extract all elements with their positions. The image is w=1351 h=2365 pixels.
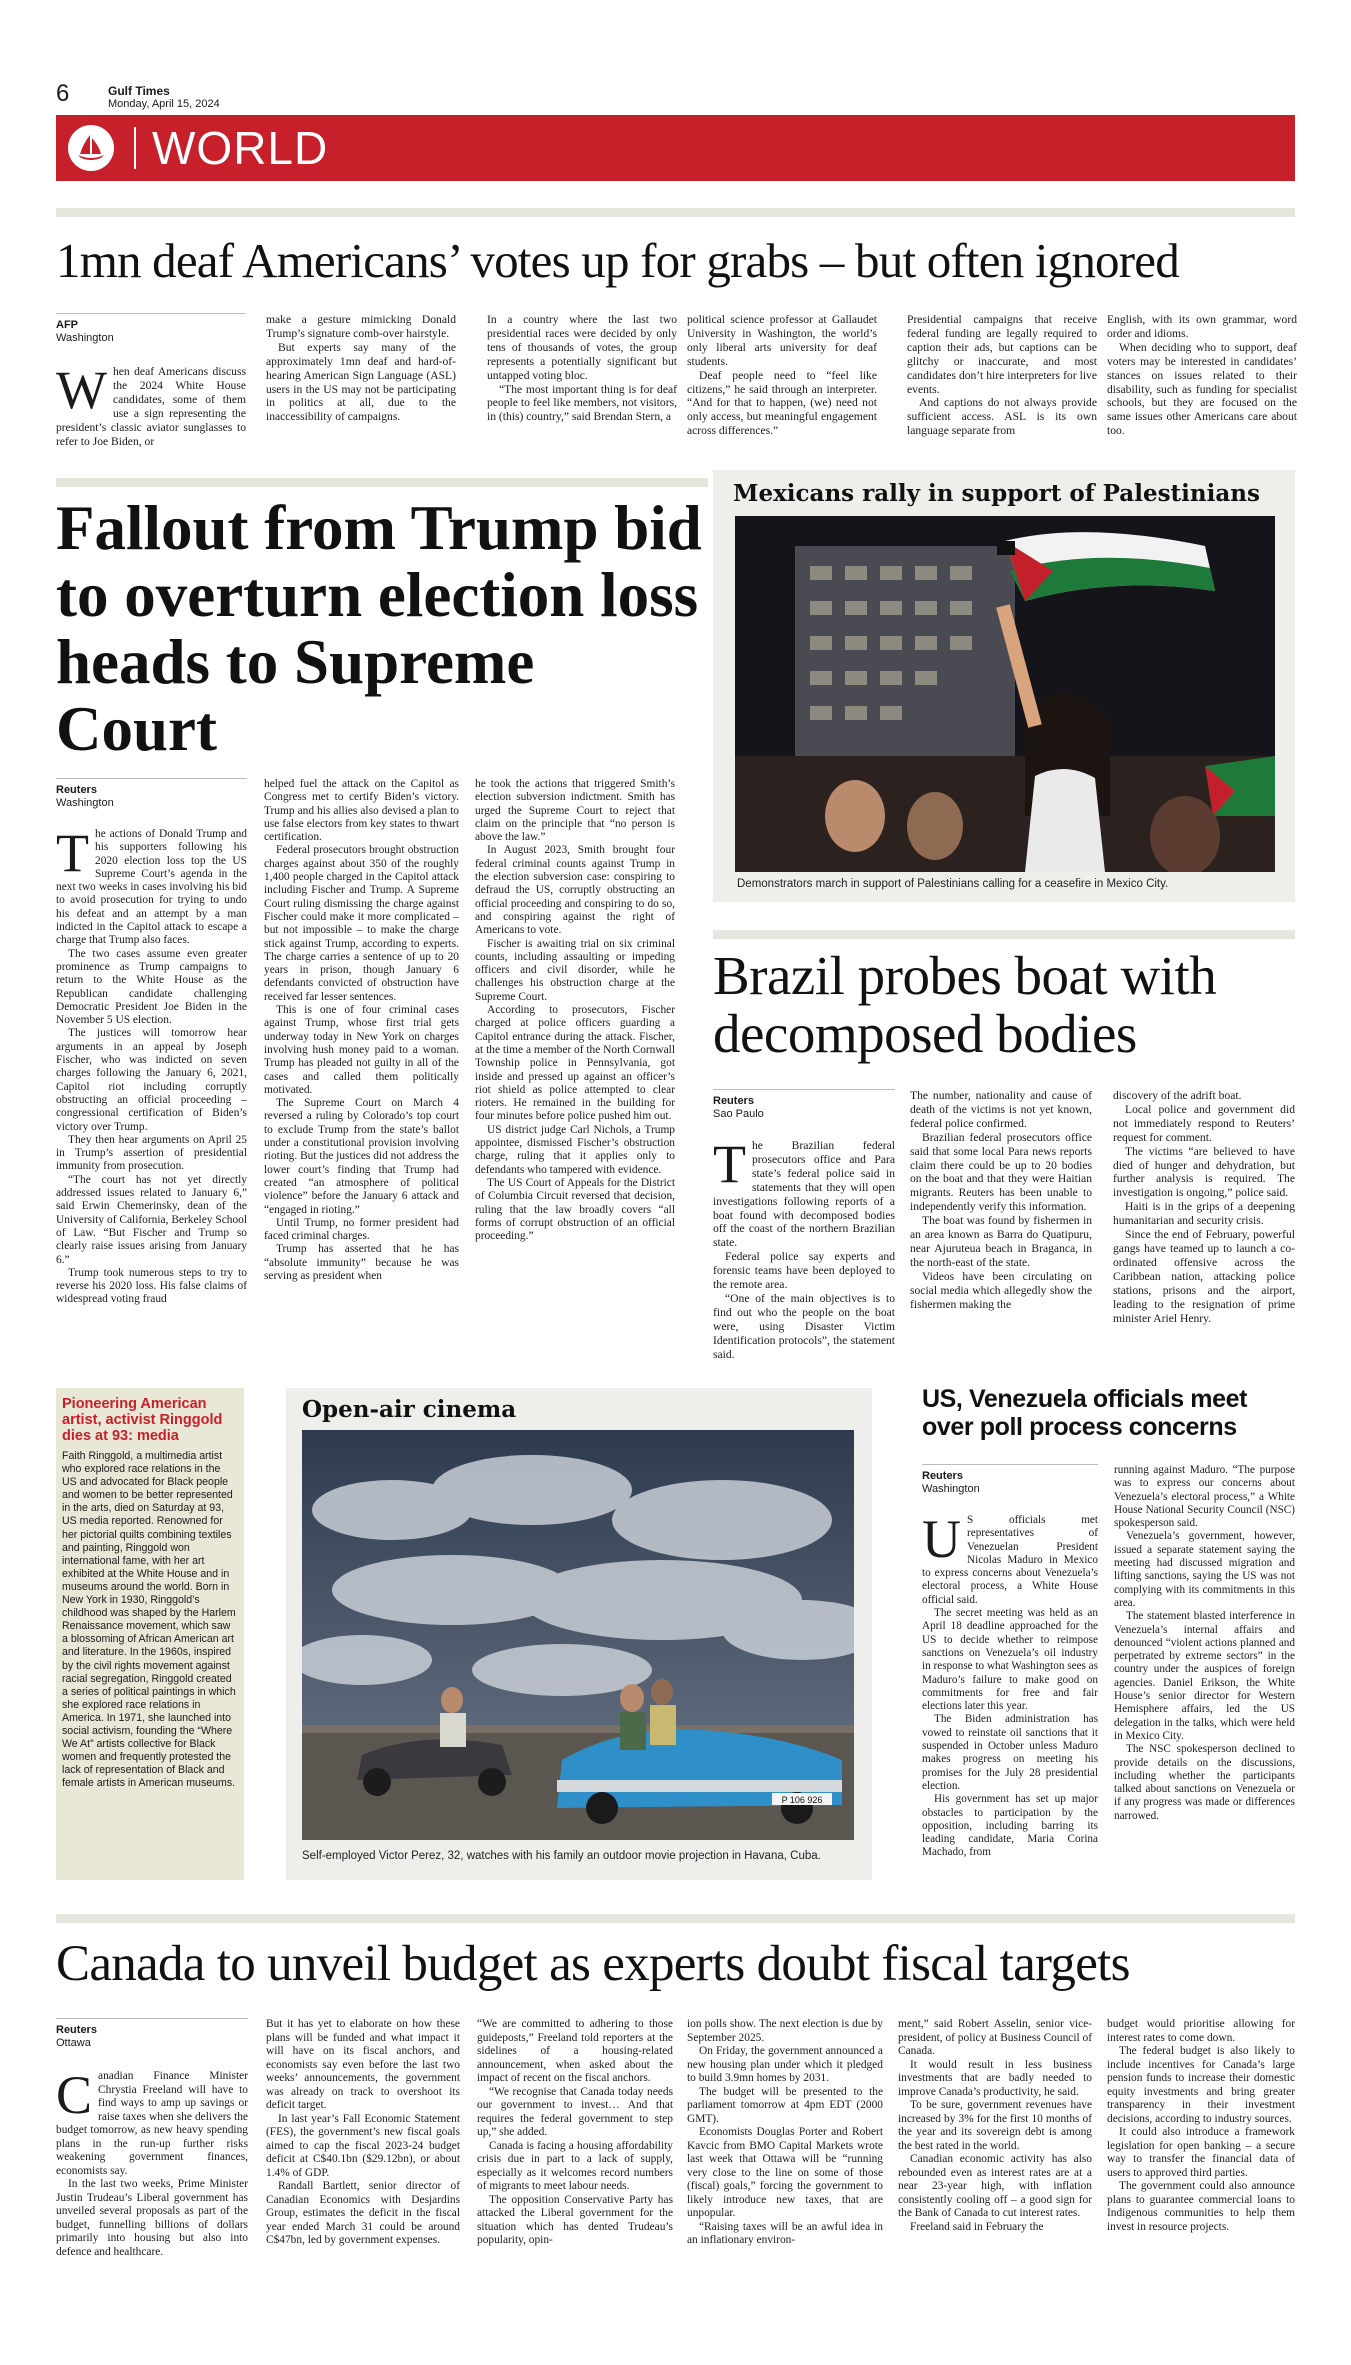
trump-story-agency: Reuters bbox=[56, 784, 97, 796]
deaf-story-col3-text bbox=[487, 313, 677, 424]
paragraph: The budget will be presented to the parliament tomorrow at 4pm EDT (2000 GMT). bbox=[687, 2085, 883, 2125]
venezuela-story-byline bbox=[922, 1464, 1098, 1496]
paragraph: The victims “are believed to have died of hunger and dehydration, but further analysis is required. The investigation is ongoing,” police said. bbox=[1113, 1144, 1295, 1200]
car-license-plate: P 106 926 bbox=[781, 1795, 823, 1805]
paragraph: It would result in less business investments that are badly needed to improve Canada’s productivity, he said. bbox=[898, 2058, 1092, 2098]
brazil-story-col3-text bbox=[1113, 1089, 1295, 1325]
brazil-story-column-3 bbox=[1113, 1089, 1295, 1325]
canada-story-column-4 bbox=[687, 2018, 883, 2248]
venezuela-story-lead bbox=[922, 1509, 1098, 1860]
canada-story-col5-text bbox=[898, 2018, 1092, 2234]
paragraph: ment,” said Robert Asselin, senior vice-president, of policy at Business Council of Canada. bbox=[898, 2018, 1092, 2057]
paragraph: Canadian economic activity has also rebounded even as interest rates are at a near 23-year high, with inflation consistently cooling off – a good sign for the Bank of Canada to cut interest rates. bbox=[898, 2153, 1092, 2219]
paragraph: The justices will tomorrow hear arguments in an appeal by Joseph Fischer, who was indicted on seven charges following the January 6, 2021, Capitol riot including corruptly obstructing an official proceeding – congressional certification of Biden’s victory over Trump. bbox=[56, 1027, 247, 1133]
paragraph: Presidential campaigns that receive federal funding are legally required to caption their ads, but captions can be glitchy or inaccurate, and most candidates don’t hire interpreters for live events. bbox=[907, 313, 1097, 396]
mexico-protest-photo bbox=[735, 516, 1275, 872]
canada-story-lead bbox=[56, 2065, 248, 2259]
paragraph: This is one of four criminal cases against Trump, whose first trial gets underway today in New York on charges involving hush money paid to a woman. Trump has pleaded not guilty in all of the cases and called them politically motivated. bbox=[264, 1004, 459, 1096]
trump-story-column-2 bbox=[264, 778, 459, 1283]
paragraph: political science professor at Gallaudet University in Washington, the world’s only liberal arts university for deaf students. bbox=[687, 313, 877, 368]
brazil-story-agency: Reuters bbox=[713, 1095, 754, 1107]
paragraph: Deaf people need to “feel like citizens,” he said through an interpreter. “And for that to happen, (we) need not only access, but meaningful engagement across differences.” bbox=[687, 368, 877, 438]
trump-story-dropcap: T bbox=[56, 823, 89, 883]
paragraph: Haiti is in the grips of a deepening humanitarian and security crisis. bbox=[1113, 1200, 1295, 1228]
canada-story-column-3 bbox=[477, 2018, 673, 2248]
deaf-story-column-3 bbox=[487, 313, 677, 424]
rule-bar bbox=[56, 208, 1295, 217]
brazil-story-headline: Brazil probes boat with decomposed bodies bbox=[713, 945, 1217, 1064]
trump-story-column-3 bbox=[475, 778, 675, 1243]
paragraph: Until Trump, no former president had faced criminal charges. bbox=[264, 1216, 459, 1243]
paragraph: “We recognise that Canada today needs our government to invest… And that requires the federal government to step up,” she added. bbox=[477, 2085, 673, 2138]
ringgold-headline: Pioneering American artist, activist Ringgold dies at 93: media bbox=[62, 1396, 223, 1444]
paragraph: make a gesture mimicking Donald Trump’s signature comb-over hairstyle. bbox=[266, 313, 456, 340]
paper-name: Gulf Times bbox=[108, 84, 170, 98]
paragraph: Canada is facing a housing affordability crisis due in part to a lack of supply, especially as it welcomes record numbers of migrants to meet labour needs. bbox=[477, 2139, 673, 2192]
brazil-story-column-2 bbox=[910, 1089, 1092, 1312]
canada-story-column-1 bbox=[56, 2018, 248, 2259]
paragraph: Federal police say experts and forensic teams have been deployed to the remote area. bbox=[713, 1250, 895, 1292]
deaf-story-dropcap: W bbox=[56, 360, 107, 420]
paragraph: The US Court of Appeals for the District of Columbia Circuit reversed that decision, ruling that the law broadly covers “all forms of corrupt obstruction of an official proceeding.” bbox=[475, 1176, 675, 1243]
paragraph: Brazilian federal prosecutors office said that some local Para news reports claim there could be up to 20 bodies on the boat and that they were Haitian migrants. Reuters has been unable to independently verify this information. bbox=[910, 1130, 1092, 1214]
paragraph: On Friday, the government announced a new housing plan under which it pledged to build 3.9mn homes by 2031. bbox=[687, 2045, 883, 2084]
paragraph: The federal budget is also likely to include incentives for Canada’s large pension funds to increase their domestic equity investments and bring greater transparency in their investment decisions, according to industry sources. bbox=[1107, 2045, 1295, 2125]
deaf-story-lead-text: hen deaf Americans discuss the 2024 White House candidates, some of them use a sign representing the president’s classic aviator sunglasses to refer to Joe Biden, or bbox=[56, 365, 246, 448]
paragraph: “The most important thing is for deaf people to feel like members, not visitors, in (this) country,” said Brendan Stern, a bbox=[487, 382, 677, 424]
mexico-photo-caption: Demonstrators march in support of Palestinians calling for a ceasefire in Mexico City. bbox=[737, 878, 1169, 890]
paragraph: And captions do not always provide sufficient access. ASL is its own language separate from bbox=[907, 396, 1097, 438]
mexico-photo-headline: Mexicans rally in support of Palestinians bbox=[733, 480, 1260, 507]
deaf-story-col2-text bbox=[266, 313, 456, 424]
paragraph: Fischer is awaiting trial on six criminal counts, including assaulting or impeding officers and civil disorder, while he challenges his obstruction charge at the Supreme Court. bbox=[475, 937, 675, 1003]
paragraph: But experts say many of the approximately 1mn deaf and hard-of-hearing American Sign Language (ASL) users in the US may not be participating in politics at all, due to the inaccessibility of campaigns. bbox=[266, 340, 456, 424]
venezuela-story-col1-text: S officials met representatives of Venezuelan President Nicolas Maduro in Mexico to express concerns about Venezuela’s electoral process, a White House official said. bbox=[922, 1514, 1098, 1606]
paragraph: The boat was found by fishermen in an area known as Barra do Quatipuru, near Ajuruteua beach in Braganca, in the north-east of the state. bbox=[910, 1214, 1092, 1269]
venezuela-story-col2-text bbox=[1114, 1464, 1295, 1823]
trump-story-lead bbox=[56, 823, 247, 1307]
trump-story-col3-text bbox=[475, 778, 675, 1243]
ringgold-body: Faith Ringgold, a multimedia artist who explored race relations in the US and advocated for Black people and women to be better represented in the arts, died on Saturday at 93, US media reported. Renowned for her pictorial quilts combining textiles and painting, Ringgold won international fame, with her art exhibited at the White House and in museums around the world. Born in New York in 1930, Ringgold’s childhood was shaped by the Harlem Renaissance movement, which saw a blossoming of African American art and literature. In the 1960s, inspired by the civil rights movement against racial segregation, Ringgold created a series of political paintings in which she explored race relations in America. In 1971, she launched into social activism, founding the “Where We At” artists collective for Black women and frequently protested the lack of representation of Black and female artists in American museums. bbox=[62, 1450, 236, 1790]
issue-date: Monday, April 15, 2024 bbox=[108, 98, 220, 110]
paragraph: It could also introduce a framework legislation for open banking – a secure way to transfer the financial data of users to approved third parties. bbox=[1107, 2126, 1295, 2179]
cinema-photo-box bbox=[286, 1388, 872, 1880]
venezuela-story-agency: Reuters bbox=[922, 1470, 963, 1482]
page-number: 6 bbox=[56, 80, 70, 107]
paragraph: The Supreme Court on March 4 reversed a ruling by Colorado’s top court to exclude Trump from the state’s ballot under a constitutional provision involving rioting. But the justices did not address the lower court’s finding that Trump had created “an atmosphere of political violence” before the January 6 attack and “engaged in rioting.” bbox=[264, 1097, 459, 1216]
canada-story-col4-text bbox=[687, 2018, 883, 2248]
trump-story-column-1 bbox=[56, 778, 247, 1307]
paragraph: The Biden administration has vowed to reinstate oil sanctions that it suspended in October unless Maduro makes progress on meeting his promises for the July 28 presidential election. bbox=[922, 1713, 1098, 1792]
paragraph: Randall Bartlett, senior director of Canadian Economics with Desjardins Group, estimates the deficit in the fiscal year ended March 31 could be around C$47bn, led by government expenses. bbox=[266, 2180, 460, 2246]
deaf-story-column-4 bbox=[687, 313, 877, 438]
trump-story-location: Washington bbox=[56, 797, 114, 809]
paragraph: His government has set up major obstacles to participation by the opposition, including barring its leading candidate, Maria Corina Machado, from bbox=[922, 1793, 1098, 1859]
canada-story-col3-text bbox=[477, 2018, 673, 2248]
rule-bar bbox=[713, 930, 1295, 939]
brazil-story-byline bbox=[713, 1089, 895, 1121]
deaf-story-lead bbox=[56, 360, 246, 448]
deaf-story-headline: 1mn deaf Americans’ votes up for grabs – but often ignored bbox=[56, 233, 1179, 288]
section-divider bbox=[134, 127, 136, 169]
venezuela-story-column-2 bbox=[1114, 1464, 1295, 1823]
mexico-photo-box bbox=[713, 470, 1295, 902]
paragraph: “We are committed to adhering to those guideposts,” Freeland told reporters at the sidelines of a housing-related announcement, when asked about the impact of recent on the fiscal anchors. bbox=[477, 2018, 673, 2084]
paragraph: Videos have been circulating on social media which allegedly show the fishermen making the bbox=[910, 1269, 1092, 1311]
venezuela-story-headline: US, Venezuela officials meet over poll process concerns bbox=[922, 1385, 1248, 1441]
canada-story-headline: Canada to unveil budget as experts doubt fiscal targets bbox=[56, 1936, 1130, 1992]
rule-bar bbox=[56, 1914, 1295, 1923]
paragraph: But it has yet to elaborate on how these plans will be funded and what impact it will have on its fiscal anchors, and economists say even before the last two weeks’ announcements, the government was already on track to overshoot its deficit target. bbox=[266, 2018, 460, 2111]
canada-story-byline bbox=[56, 2018, 248, 2050]
canada-story-location: Ottawa bbox=[56, 2037, 91, 2049]
trump-story-headline: Fallout from Trump bid to overturn election loss heads to Supreme Court bbox=[56, 493, 702, 764]
paragraph: discovery of the adrift boat. bbox=[1113, 1089, 1242, 1102]
venezuela-story-location: Washington bbox=[922, 1483, 980, 1495]
deaf-story-column-2 bbox=[266, 313, 456, 424]
gulf-times-dhow-logo-icon bbox=[68, 125, 114, 171]
canada-story-column-6 bbox=[1107, 2018, 1295, 2234]
trump-story-byline bbox=[56, 778, 247, 810]
brazil-story-column-1 bbox=[713, 1089, 895, 1362]
trump-story-col2-text bbox=[264, 778, 459, 1283]
deaf-story-agency: AFP bbox=[56, 319, 78, 331]
paragraph: ion polls show. The next election is due by September 2025. bbox=[687, 2018, 883, 2044]
paragraph: According to prosecutors, Fischer charged at police officers guarding a Capitol entrance during the attack. Fischer, at the time a member of the North Cornwall Township police in Pennsylvania, got inside and pressed up against an officer’s riot shield as police attempted to clear rioters. He remained in the building for four minutes before police pushed him out. bbox=[475, 1004, 675, 1123]
canada-story-column-2 bbox=[266, 2018, 460, 2248]
paragraph: The two cases assume even greater prominence as Trump campaigns to return to the White House as the Republican candidate challenging Democratic President Joe Biden in the November 5 US election. bbox=[56, 947, 247, 1027]
paragraph: The secret meeting was held as an April 18 deadline approached for the US to decide whether to reimpose sanctions on Venezuela’s oil industry in response to what Washington sees as Maduro’s failure to make good on commitments for free and fair elections later this year. bbox=[922, 1607, 1098, 1713]
deaf-story-col4-text bbox=[687, 313, 877, 438]
canada-story-col1-text: anadian Finance Minister Chrystia Freeland will have to find ways to amp up savings or raise taxes when she delivers the budget tomorrow, as new heavy spending plans in the run-up further risks weakening government finances, economists say. bbox=[56, 2070, 248, 2177]
paragraph: When deciding who to support, deaf voters may be interested in candidates’ stances on issues related to their disability, such as funding for specialist schools, but they are focused on the same issues other Americans care about too. bbox=[1107, 340, 1297, 438]
canada-story-dropcap: C bbox=[56, 2065, 93, 2125]
paragraph: Economists Douglas Porter and Robert Kavcic from BMO Capital Markets wrote last week that Ottawa will be “running very close to the line on some of those (fiscal) goals,” forcing the government to likely introduce new taxes, that are unpopular. bbox=[687, 2126, 883, 2219]
paragraph: The NSC spokesperson declined to provide details on the discussions, including whether the participants talked about sanctions on Venezuela or if any progress was made or differences narrowed. bbox=[1114, 1743, 1295, 1822]
paragraph: Trump has asserted that he has “absolute immunity” because he was serving as president when bbox=[264, 1243, 459, 1282]
section-bar bbox=[56, 115, 1295, 181]
paragraph: English, with its own grammar, word order and idioms. bbox=[1107, 313, 1297, 340]
paragraph: To be sure, government revenues have increased by 3% for the first 10 months of the year and its sovereign debt is among the best rated in the world. bbox=[898, 2099, 1092, 2152]
paragraph: Local police and government did not immediately respond to Reuters’ request for comment. bbox=[1113, 1102, 1295, 1144]
paragraph: helped fuel the attack on the Capitol as Congress met to certify Biden’s victory. Trump and his allies also devised a plan to use false electors from key states to thwart certification. bbox=[264, 778, 459, 844]
paragraph: “The court has not yet directly addressed issues related to January 6,” said Erwin Chemerinsky, dean of the University of California, Berkeley School of Law. “But Fischer and Trump so clearly raise issues arising from January 6.” bbox=[56, 1173, 247, 1266]
paragraph: Federal prosecutors brought obstruction charges against about 350 of the roughly 1,400 people charged in the Capitol attack including Fischer and Trump. A Supreme Court ruling dismissing the charge against Fischer could make it more complicated – but not impossible – to make the charge stick against Trump, according to experts. The charge carries a sentence of up to 20 years in prison, though January 6 defendants convicted of obstruction have received far lesser sentences. bbox=[264, 844, 459, 1003]
paragraph: In last year’s Fall Economic Statement (FES), the government’s new fiscal goals aimed to cap the fiscal 2023-24 budget deficit at C$40.1bn ($29.12bn), or about 1.4% of GDP. bbox=[266, 2112, 460, 2179]
paragraph: The government could also announce plans to guarantee commercial loans to Indigenous communities to help them invest in resource projects. bbox=[1107, 2180, 1295, 2233]
deaf-story-col6-text bbox=[1107, 313, 1297, 438]
canada-story-col6-text bbox=[1107, 2018, 1295, 2234]
paragraph: “One of the main objectives is to find out who the people on the boat were, using Disaster Victim Identification protocols”, the statement said. bbox=[713, 1291, 895, 1361]
brazil-story-col2-text bbox=[910, 1089, 1092, 1312]
paragraph: US district judge Carl Nichols, a Trump appointee, dismissed Fischer’s obstruction charge, ruling that it applies only to defendants who tampered with evidence. bbox=[475, 1123, 675, 1176]
brazil-story-dropcap: T bbox=[713, 1134, 746, 1194]
venezuela-story-column-1 bbox=[922, 1464, 1098, 1860]
paragraph: The statement blasted interference in Venezuela’s internal affairs and denounced “violent actions planned and perpetrated by extreme sectors” in the country under the auspices of foreign agencies. Daniel Erikson, the White House’s senior director for Western Hemisphere affairs, led the US delegation in the talks, which were held in Mexico City. bbox=[1114, 1610, 1295, 1742]
paragraph: Trump took numerous steps to try to reverse his 2020 loss. His false claims of widespread voting fraud bbox=[56, 1266, 247, 1306]
brazil-story-lead bbox=[713, 1134, 895, 1362]
paragraph: budget would prioritise allowing for interest rates to come down. bbox=[1107, 2018, 1295, 2044]
deaf-story-location: Washington bbox=[56, 332, 114, 344]
havana-cinema-photo bbox=[302, 1430, 854, 1840]
trump-story-col1-text: he actions of Donald Trump and his supporters following his 2020 election loss top the US Supreme Court’s agenda in the next two weeks in cases involving his bid to avoid prosecution for trying to undo his defeat and an attempt by a man indicted in the Capitol attack to escape a charge that Trump also faces. bbox=[56, 828, 247, 947]
canada-story-agency: Reuters bbox=[56, 2024, 97, 2036]
cinema-photo-caption: Self-employed Victor Perez, 32, watches with his family an outdoor movie projection in Havana, Cuba. bbox=[302, 1850, 821, 1862]
paragraph: Freeland said in February the bbox=[910, 2220, 1044, 2233]
paragraph: They then hear arguments on April 25 in Trump’s assertion of presidential immunity from prosecution. bbox=[56, 1133, 247, 1173]
paragraph: The opposition Conservative Party has attacked the Liberal government for the situation which has dented Trudeau’s popularity, opin- bbox=[477, 2193, 673, 2246]
cinema-photo-headline: Open-air cinema bbox=[302, 1396, 517, 1423]
canada-story-col2-text bbox=[266, 2018, 460, 2248]
deaf-story-column-5 bbox=[907, 313, 1097, 438]
ringgold-sidebar bbox=[56, 1388, 244, 1880]
deaf-story-byline bbox=[56, 313, 246, 345]
brazil-story-location: Sao Paulo bbox=[713, 1108, 764, 1120]
venezuela-story-dropcap: U bbox=[922, 1509, 961, 1569]
paragraph: running against Maduro. “The purpose was to express our concerns about Venezuela’s electoral process,” a White House National Security Council (NSC) spokesperson said. bbox=[1114, 1464, 1295, 1530]
paragraph: Venezuela’s government, however, issued a separate statement saying the meeting had discussed migration and lifting sanctions, saying the US was not complying with its commitments in this area. bbox=[1114, 1530, 1295, 1609]
paragraph: “Raising taxes will be an awful idea in an inflationary environ- bbox=[687, 2220, 883, 2246]
deaf-story-column-1 bbox=[56, 313, 246, 448]
rule-bar bbox=[56, 478, 708, 487]
paragraph: In a country where the last two presidential races were decided by only tens of thousands of votes, the group represents a potentially significant but untapped voting bloc. bbox=[487, 313, 677, 382]
deaf-story-column-6 bbox=[1107, 313, 1297, 438]
paragraph: The number, nationality and cause of death of the victims is not yet known, federal police confirmed. bbox=[910, 1089, 1092, 1130]
paragraph: he took the actions that triggered Smith’s election subversion indictment. Smith has urged the Supreme Court to reject that claim on the principle that “no person is above the law.” bbox=[475, 778, 675, 844]
canada-story-column-5 bbox=[898, 2018, 1092, 2234]
section-title: WORLD bbox=[152, 122, 329, 174]
paragraph: In August 2023, Smith brought four federal criminal counts against Trump in the election subversion case: conspiring to defraud the US, corruptly obstructing an official proceeding and conspiring to do so, and conspiring against the right of Americans to vote. bbox=[475, 844, 675, 937]
brazil-story-col1-text: he Brazilian federal prosecutors office and Para state’s federal police said in statements that they will open investigations following reports of a boat found with decomposed bodies off the coast of the northern Brazilian state. bbox=[713, 1139, 895, 1250]
paragraph: In the last two weeks, Prime Minister Justin Trudeau’s Liberal government has unveiled several proposals as part of the budget, funnelling billions of dollars primarily into housing but also into defence and healthcare. bbox=[56, 2178, 248, 2258]
deaf-story-col5-text bbox=[907, 313, 1097, 438]
paragraph: Since the end of February, powerful gangs have teamed up to launch a co-ordinated offensive across the Caribbean nation, attacking police stations, prisons and the airport, leading to the resignation of prime minister Ariel Henry. bbox=[1113, 1228, 1295, 1325]
